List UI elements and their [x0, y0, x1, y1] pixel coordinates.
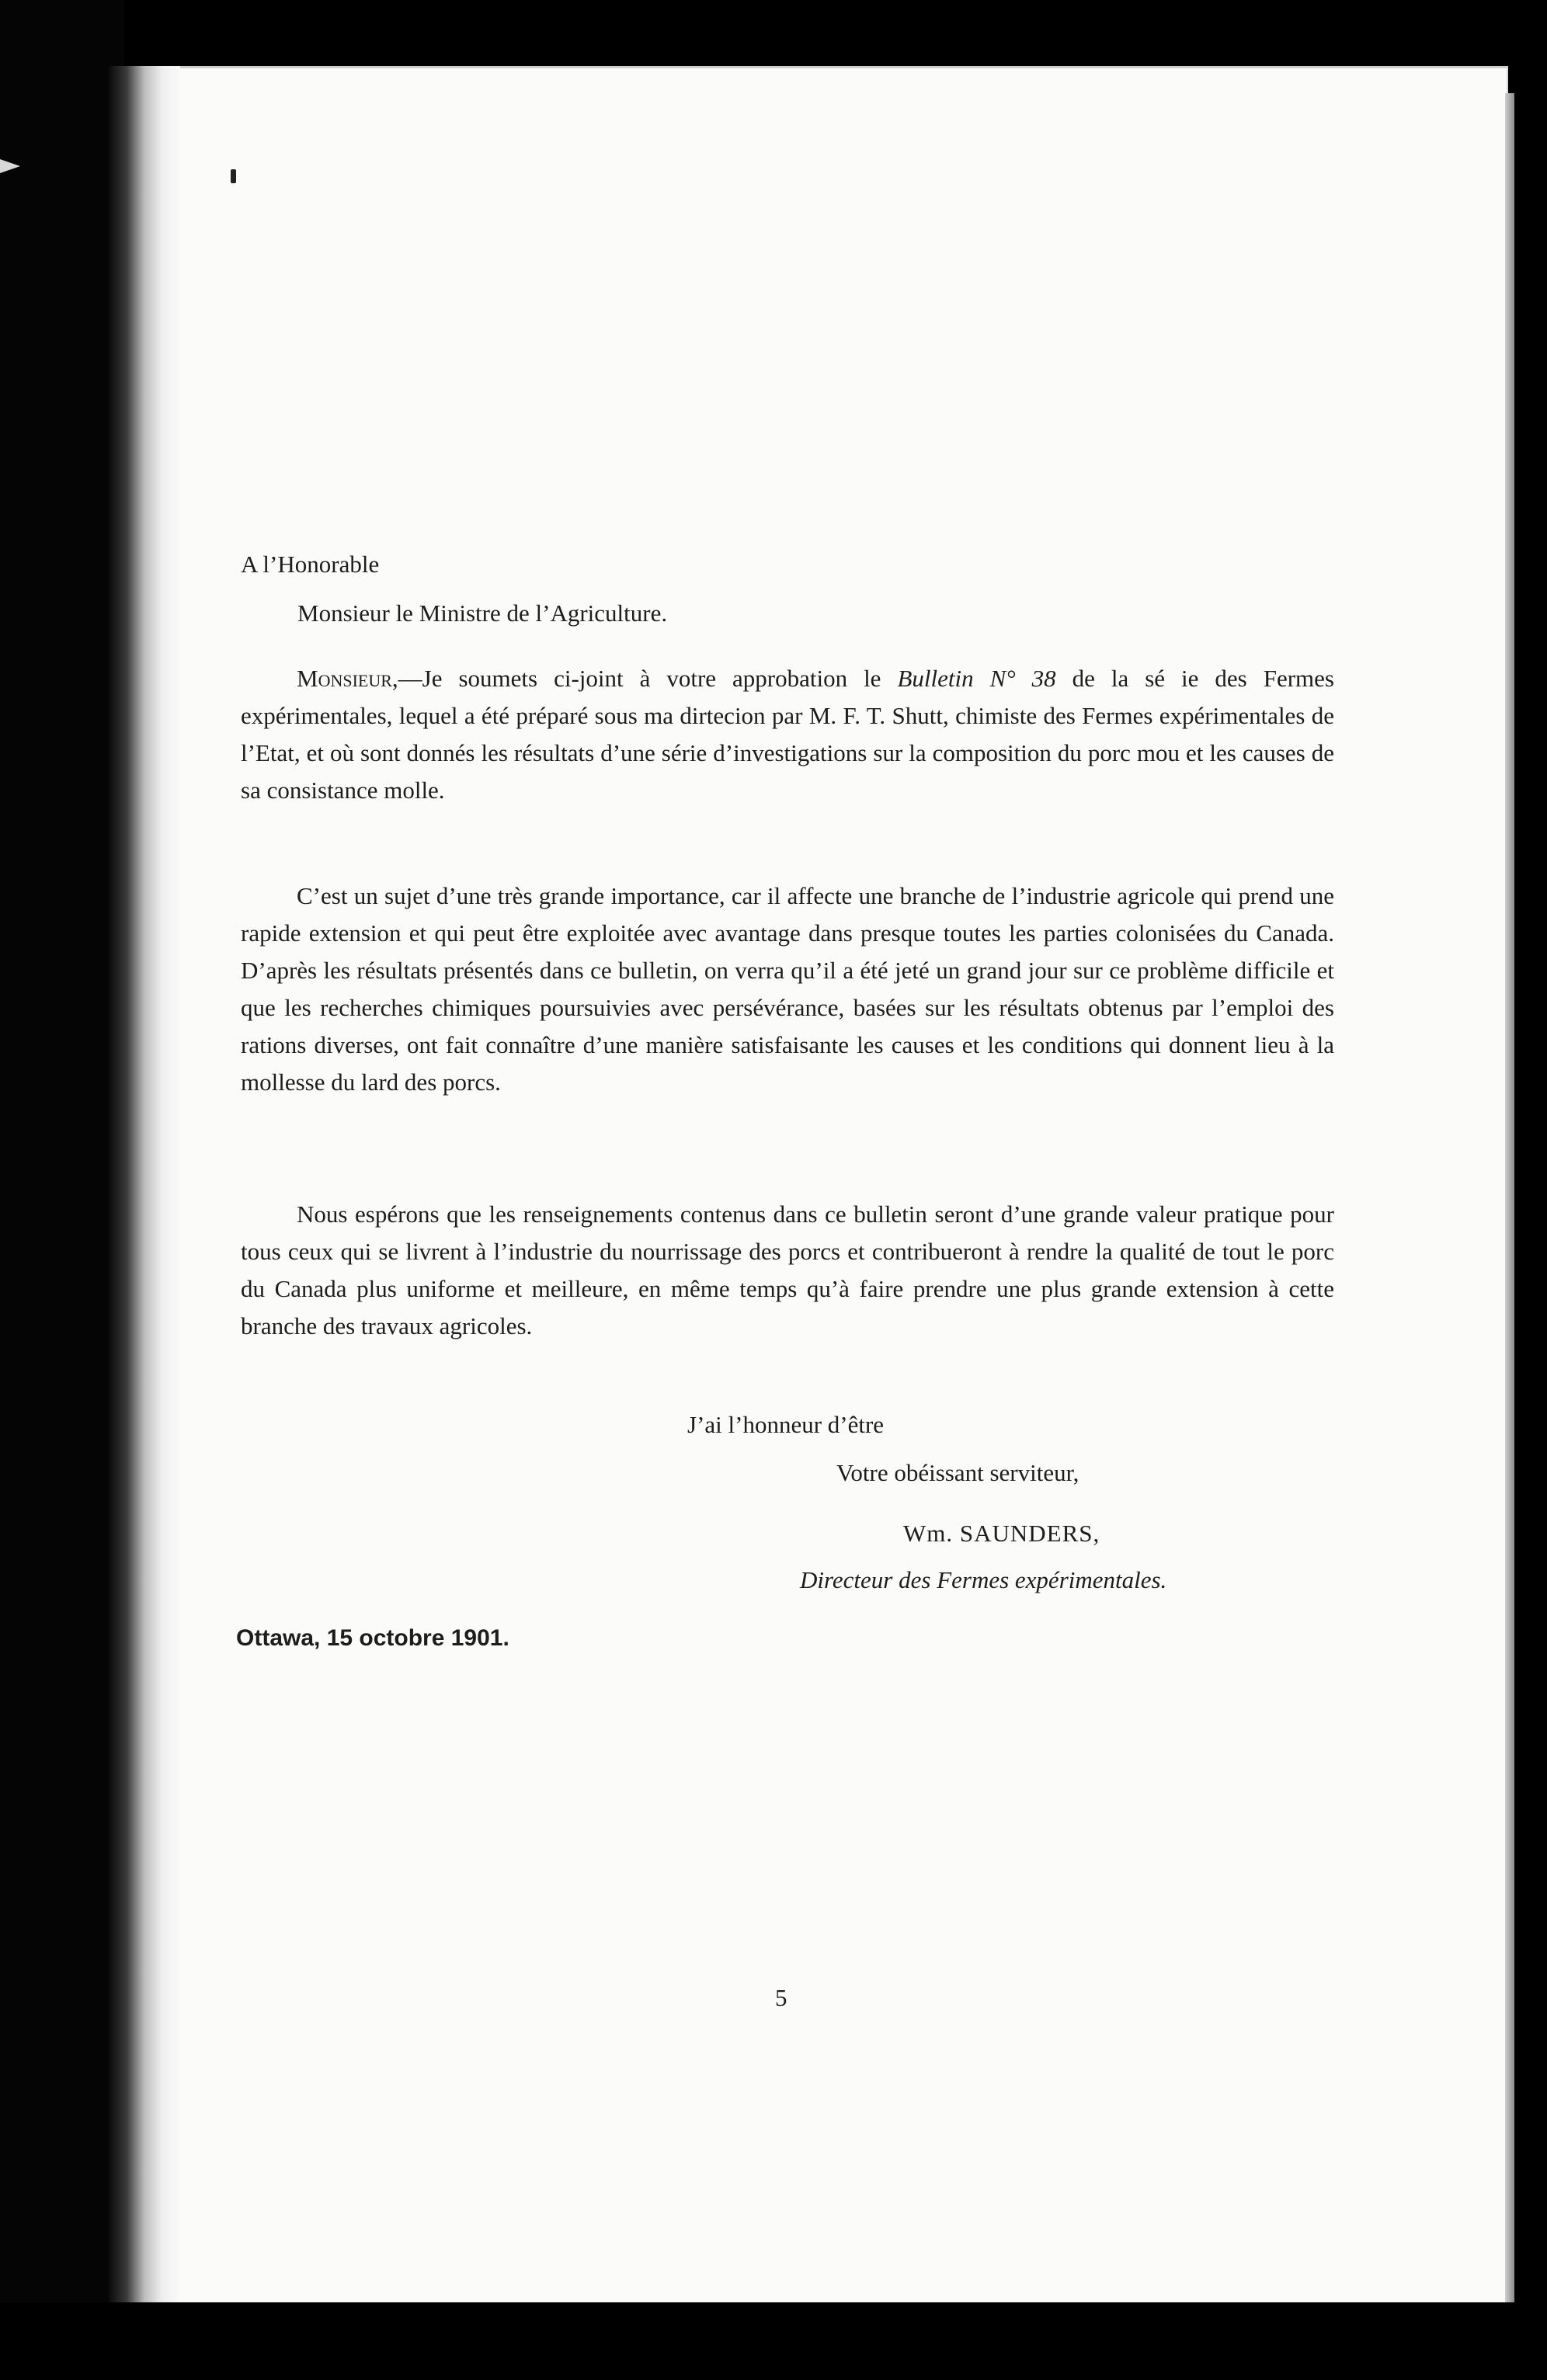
letter-signer-title: Directeur des Fermes expérimentales. [800, 1566, 1167, 1593]
letter-recipient: Monsieur le Ministre de l’Agriculture. [297, 599, 668, 627]
scan-frame-bottom [0, 2302, 1547, 2380]
letter-signoff: Votre obéissant serviteur, [836, 1459, 1079, 1486]
scan-frame-left [0, 0, 124, 2380]
bulletin-reference: Bulletin N° 38 [897, 665, 1056, 692]
margin-mark [231, 169, 236, 183]
letter-paragraph-1 [241, 660, 1334, 809]
letter-dateline: Ottawa, 15 octobre 1901. [236, 1625, 509, 1651]
letter-salutation: Monsieur, [297, 665, 398, 692]
letter-closing: J’ai l’honneur d’être [687, 1411, 885, 1438]
scan-frame-right [1514, 0, 1547, 2380]
letter-paragraph-2: C’est un sujet d’une très grande importance, car il affecte une branche de l’industrie agricole qui prend une rapide extension et qui peut être exploitée avec avantage dans presque toutes les parties colonisées du Canada. D’après les résultats présentés dans ce bulletin, on verra qu’il a été jeté un grand jour sur ce problème difficile et que les recherches chimiques poursuivies avec persévérance, basées sur les résultats obtenus par l’emploi des rations diverses, ont fait connaître d’une manière satisfaisante les causes et les conditions qui donnent lieu à la mollesse du lard des porcs. [241, 882, 1334, 1096]
page-binding-shadow [109, 66, 180, 2302]
letter-paragraph-1-tail: de la sé ie des Fermes expérimentales, lequel a été préparé sous ma dirtecion par M. F. T. Shutt, chimiste des Fermes expérimentales de l’Etat, et où sont donnés les résultats d’une série d’investigations sur la composition du porc mou et les causes de sa consistance molle. [241, 665, 1334, 804]
letter-paragraph-1-text: —Je soumets ci-joint à votre approbation le [398, 665, 898, 692]
letter-signature: Wm. SAUNDERS, [903, 1520, 1100, 1547]
scan-arrow-mark [0, 159, 20, 173]
document-page [167, 66, 1508, 2305]
letter-addressee: A l’Honorable [241, 551, 380, 578]
letter-paragraph-3: Nous espérons que les renseignements contenus dans ce bulletin seront d’une grande valeur pratique pour tous ceux qui se livrent à l’industrie du nourrissage des porcs et contribueront à rendre la qualité de tout le porc du Canada plus uniforme et meilleure, en même temps qu’à faire prendre une plus grande extension à cette branche des travaux agricoles. [241, 1200, 1334, 1339]
page-right-edge [1505, 93, 1514, 2302]
page-number: 5 [775, 1984, 787, 2011]
